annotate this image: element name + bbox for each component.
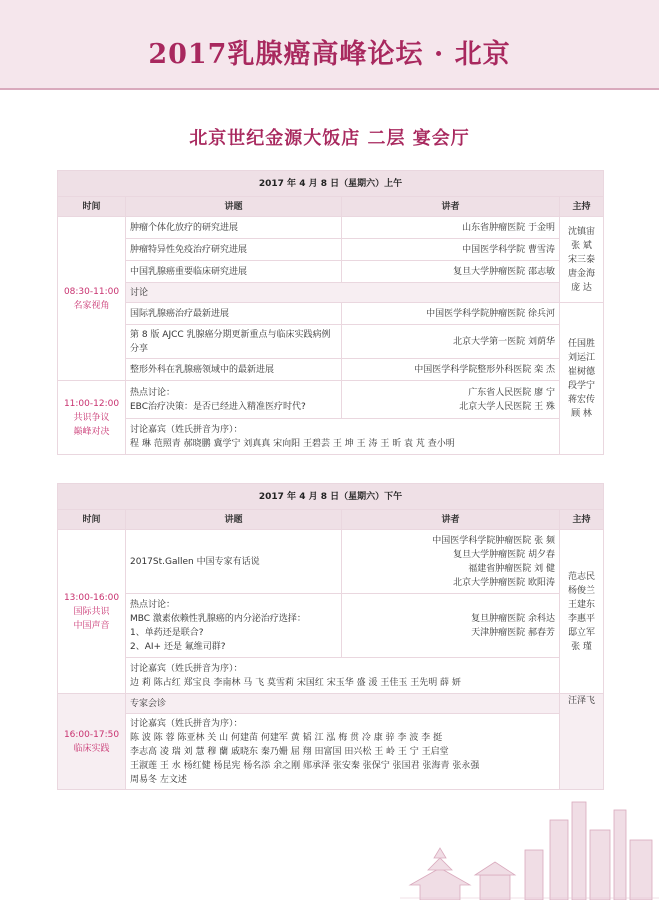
table-row bbox=[58, 239, 604, 261]
guest-names: 李志高 凌 瑞 刘 慧 穆 蘭 戚晓东 秦乃姗 屈 翔 田富国 田兴松 王 岭 王 宁 王启堂 bbox=[130, 747, 449, 757]
hot-topic-title: EBC治疗决策：是否已经进入精准医疗时代? bbox=[130, 401, 306, 412]
talk-topic: 中国乳腺癌重要临床研究进展 bbox=[126, 261, 342, 283]
talk-topic: 肿瘤特异性免疫治疗研究进展 bbox=[126, 239, 342, 261]
session-time-cell bbox=[58, 381, 126, 455]
session-theme: 共识争议 bbox=[73, 412, 110, 423]
discussion-label: 讨论 bbox=[126, 283, 560, 303]
city-skyline-illustration bbox=[400, 790, 659, 900]
hot-topic-cell bbox=[126, 381, 342, 419]
guest-label: 讨论嘉宾（姓氏拼音为序）： bbox=[130, 719, 243, 729]
guest-row bbox=[58, 419, 604, 455]
session-theme: 名家视角 bbox=[73, 300, 110, 311]
guest-list-cell bbox=[126, 714, 560, 790]
talk-speaker: 中国医学科学院整形外科医院 栾 杰 bbox=[342, 359, 560, 381]
table-row bbox=[58, 217, 604, 239]
session-theme: 临床实践 bbox=[73, 743, 110, 754]
session-theme: 巅峰对决 bbox=[73, 426, 110, 437]
guest-label: 讨论嘉宾（姓氏拼音为序）： bbox=[130, 663, 243, 674]
talk-topic: 国际乳腺癌治疗最新进展 bbox=[126, 303, 342, 325]
talk-speaker: 广东省人民医院 廖 宁 bbox=[468, 387, 555, 398]
host-name: 唐金海 bbox=[567, 268, 595, 279]
host-name: 顾 林 bbox=[571, 408, 592, 419]
guest-list-cell bbox=[126, 658, 560, 694]
table-row bbox=[58, 359, 604, 381]
hot-topic-speakers bbox=[342, 594, 560, 658]
host-name: 崔树德 bbox=[567, 366, 595, 377]
host-name: 张 斌 bbox=[571, 240, 592, 251]
host-name: 蒋宏传 bbox=[567, 394, 595, 405]
col-time: 时间 bbox=[58, 197, 126, 217]
column-header-row bbox=[58, 510, 604, 530]
talk-speaker: 山东省肿瘤医院 于金明 bbox=[342, 217, 560, 239]
host-cell bbox=[560, 530, 604, 694]
session-time-cell bbox=[58, 694, 126, 790]
host-name: 任国胜 bbox=[567, 338, 595, 349]
guest-list-cell bbox=[126, 419, 560, 455]
talk-topic: 2017St.Gallen 中国专家有话说 bbox=[126, 530, 342, 594]
talk-speaker: 复旦大学肿瘤医院 邵志敏 bbox=[342, 261, 560, 283]
column-header-row bbox=[58, 197, 604, 217]
table-row bbox=[58, 594, 604, 658]
host-name: 刘运江 bbox=[567, 352, 595, 363]
col-topic: 讲题 bbox=[126, 510, 342, 530]
session-time-cell bbox=[58, 217, 126, 381]
host-name: 张 瑾 bbox=[571, 641, 592, 652]
guest-names: 边 莉 陈占红 郑宝良 李南林 马 飞 莫雪莉 宋国红 宋玉华 盛 湲 王佳玉 王先明 薛 妍 bbox=[130, 677, 461, 688]
hot-topic-option: 1、单药还是联合? bbox=[130, 627, 204, 638]
col-topic: 讲题 bbox=[126, 197, 342, 217]
session-time: 11:00-12:00 bbox=[63, 398, 120, 409]
page-title: 2017乳腺癌高峰论坛 · 北京 bbox=[148, 39, 511, 70]
session-theme: 国际共识 bbox=[73, 606, 110, 617]
talk-speaker: 北京大学人民医院 王 殊 bbox=[459, 401, 555, 412]
session-theme: 中国声音 bbox=[73, 620, 110, 631]
talk-speaker: 复旦大学肿瘤医院 胡夕春 bbox=[453, 549, 555, 560]
host-name: 李惠平 bbox=[567, 613, 595, 624]
talk-speaker: 中国医学科学院肿瘤医院 张 频 bbox=[432, 535, 555, 546]
host-cell bbox=[560, 694, 604, 790]
col-host: 主持 bbox=[560, 197, 604, 217]
hot-topic-label: 热点讨论： bbox=[130, 387, 176, 398]
host-name: 范志民 bbox=[567, 571, 595, 582]
hot-topic-title: MBC 激素依赖性乳腺癌的内分泌治疗选择： bbox=[130, 613, 306, 624]
talk-speaker: 中国医学科学院肿瘤医院 徐兵河 bbox=[342, 303, 560, 325]
col-host: 主持 bbox=[560, 510, 604, 530]
col-speaker: 讲者 bbox=[342, 510, 560, 530]
host-cell bbox=[560, 303, 604, 455]
table-row bbox=[58, 530, 604, 594]
day-header bbox=[58, 484, 604, 510]
banner-divider bbox=[0, 88, 659, 90]
talk-speaker: 中国医学科学院 曹雪涛 bbox=[342, 239, 560, 261]
venue-title: 北京世纪金源大饭店 二层 宴会厅 bbox=[189, 128, 470, 149]
morning-schedule-table bbox=[57, 170, 604, 455]
guest-row bbox=[58, 658, 604, 694]
talk-speaker: 福建省肿瘤医院 刘 健 bbox=[468, 563, 555, 574]
host-name: 王建东 bbox=[567, 599, 595, 610]
talk-topic: 第 8 版 AJCC 乳腺癌分期更新重点与临床实践病例分享 bbox=[126, 325, 342, 359]
guest-names: 周易冬 左文述 bbox=[130, 775, 187, 785]
host-cell bbox=[560, 217, 604, 303]
expert-consultation: 专家会诊 bbox=[126, 694, 560, 714]
discussion-row bbox=[58, 283, 604, 303]
host-name: 杨俊兰 bbox=[567, 585, 595, 596]
session-time-cell bbox=[58, 530, 126, 694]
hot-topic-cell bbox=[126, 594, 342, 658]
table-row bbox=[58, 261, 604, 283]
talk-speaker: 天津肿瘤医院 郝春芳 bbox=[471, 627, 555, 638]
hot-topic-speakers bbox=[342, 381, 560, 419]
hot-topic-option: 2、AI+ 还是 氟维司群? bbox=[130, 641, 226, 652]
hot-topic-label: 热点讨论： bbox=[130, 599, 176, 610]
session-time: 13:00-16:00 bbox=[63, 592, 120, 603]
day-header bbox=[58, 171, 604, 197]
talk-topic: 肿瘤个体化放疗的研究进展 bbox=[126, 217, 342, 239]
table-row bbox=[58, 694, 604, 714]
talk-speakers bbox=[342, 530, 560, 594]
table-row bbox=[58, 303, 604, 325]
host-name: 宋三泰 bbox=[567, 254, 595, 265]
host-name: 段学宁 bbox=[567, 380, 595, 391]
session-time: 08:30-11:00 bbox=[63, 286, 120, 297]
table-row bbox=[58, 325, 604, 359]
host-name: 庞 达 bbox=[571, 282, 592, 293]
talk-speaker: 北京大学肿瘤医院 欧阳涛 bbox=[453, 577, 555, 588]
col-speaker: 讲者 bbox=[342, 197, 560, 217]
guest-label: 讨论嘉宾（姓氏拼音为序）： bbox=[130, 424, 243, 435]
col-time: 时间 bbox=[58, 510, 126, 530]
host-name: 沈镇宙 bbox=[567, 226, 595, 237]
host-name: 邸立军 bbox=[567, 627, 595, 638]
day-label: 2017 年 4 月 8 日（星期六）上午 bbox=[58, 171, 604, 197]
guest-names: 陈 波 陈 蓉 陈亚林 关 山 何建苗 何建军 黄 韬 江 泓 梅 贯 冷 康 骍 李 波 李 挺 bbox=[130, 733, 443, 743]
afternoon-schedule-table bbox=[57, 483, 604, 790]
table-row bbox=[58, 381, 604, 419]
guest-names: 程 琳 范照青 郝晓鹏 冀学宁 刘真真 宋向阳 王碧芸 王 坤 王 涛 王 昕 袁 芃 查小明 bbox=[130, 438, 455, 449]
guest-row bbox=[58, 714, 604, 790]
talk-topic: 整形外科在乳腺癌领域中的最新进展 bbox=[126, 359, 342, 381]
session-time: 16:00-17:50 bbox=[63, 729, 120, 740]
guest-names: 王淑莲 王 水 杨红健 杨昆宪 杨名添 余之刚 郧承泽 张安秦 张保宁 张国君 张海青 张永强 bbox=[130, 761, 480, 771]
host-name: 汪泽飞 bbox=[567, 696, 595, 706]
talk-speaker: 北京大学第一医院 刘荫华 bbox=[342, 325, 560, 359]
day-label: 2017 年 4 月 8 日（星期六）下午 bbox=[58, 484, 604, 510]
talk-speaker: 复旦肿瘤医院 余科达 bbox=[471, 613, 555, 624]
